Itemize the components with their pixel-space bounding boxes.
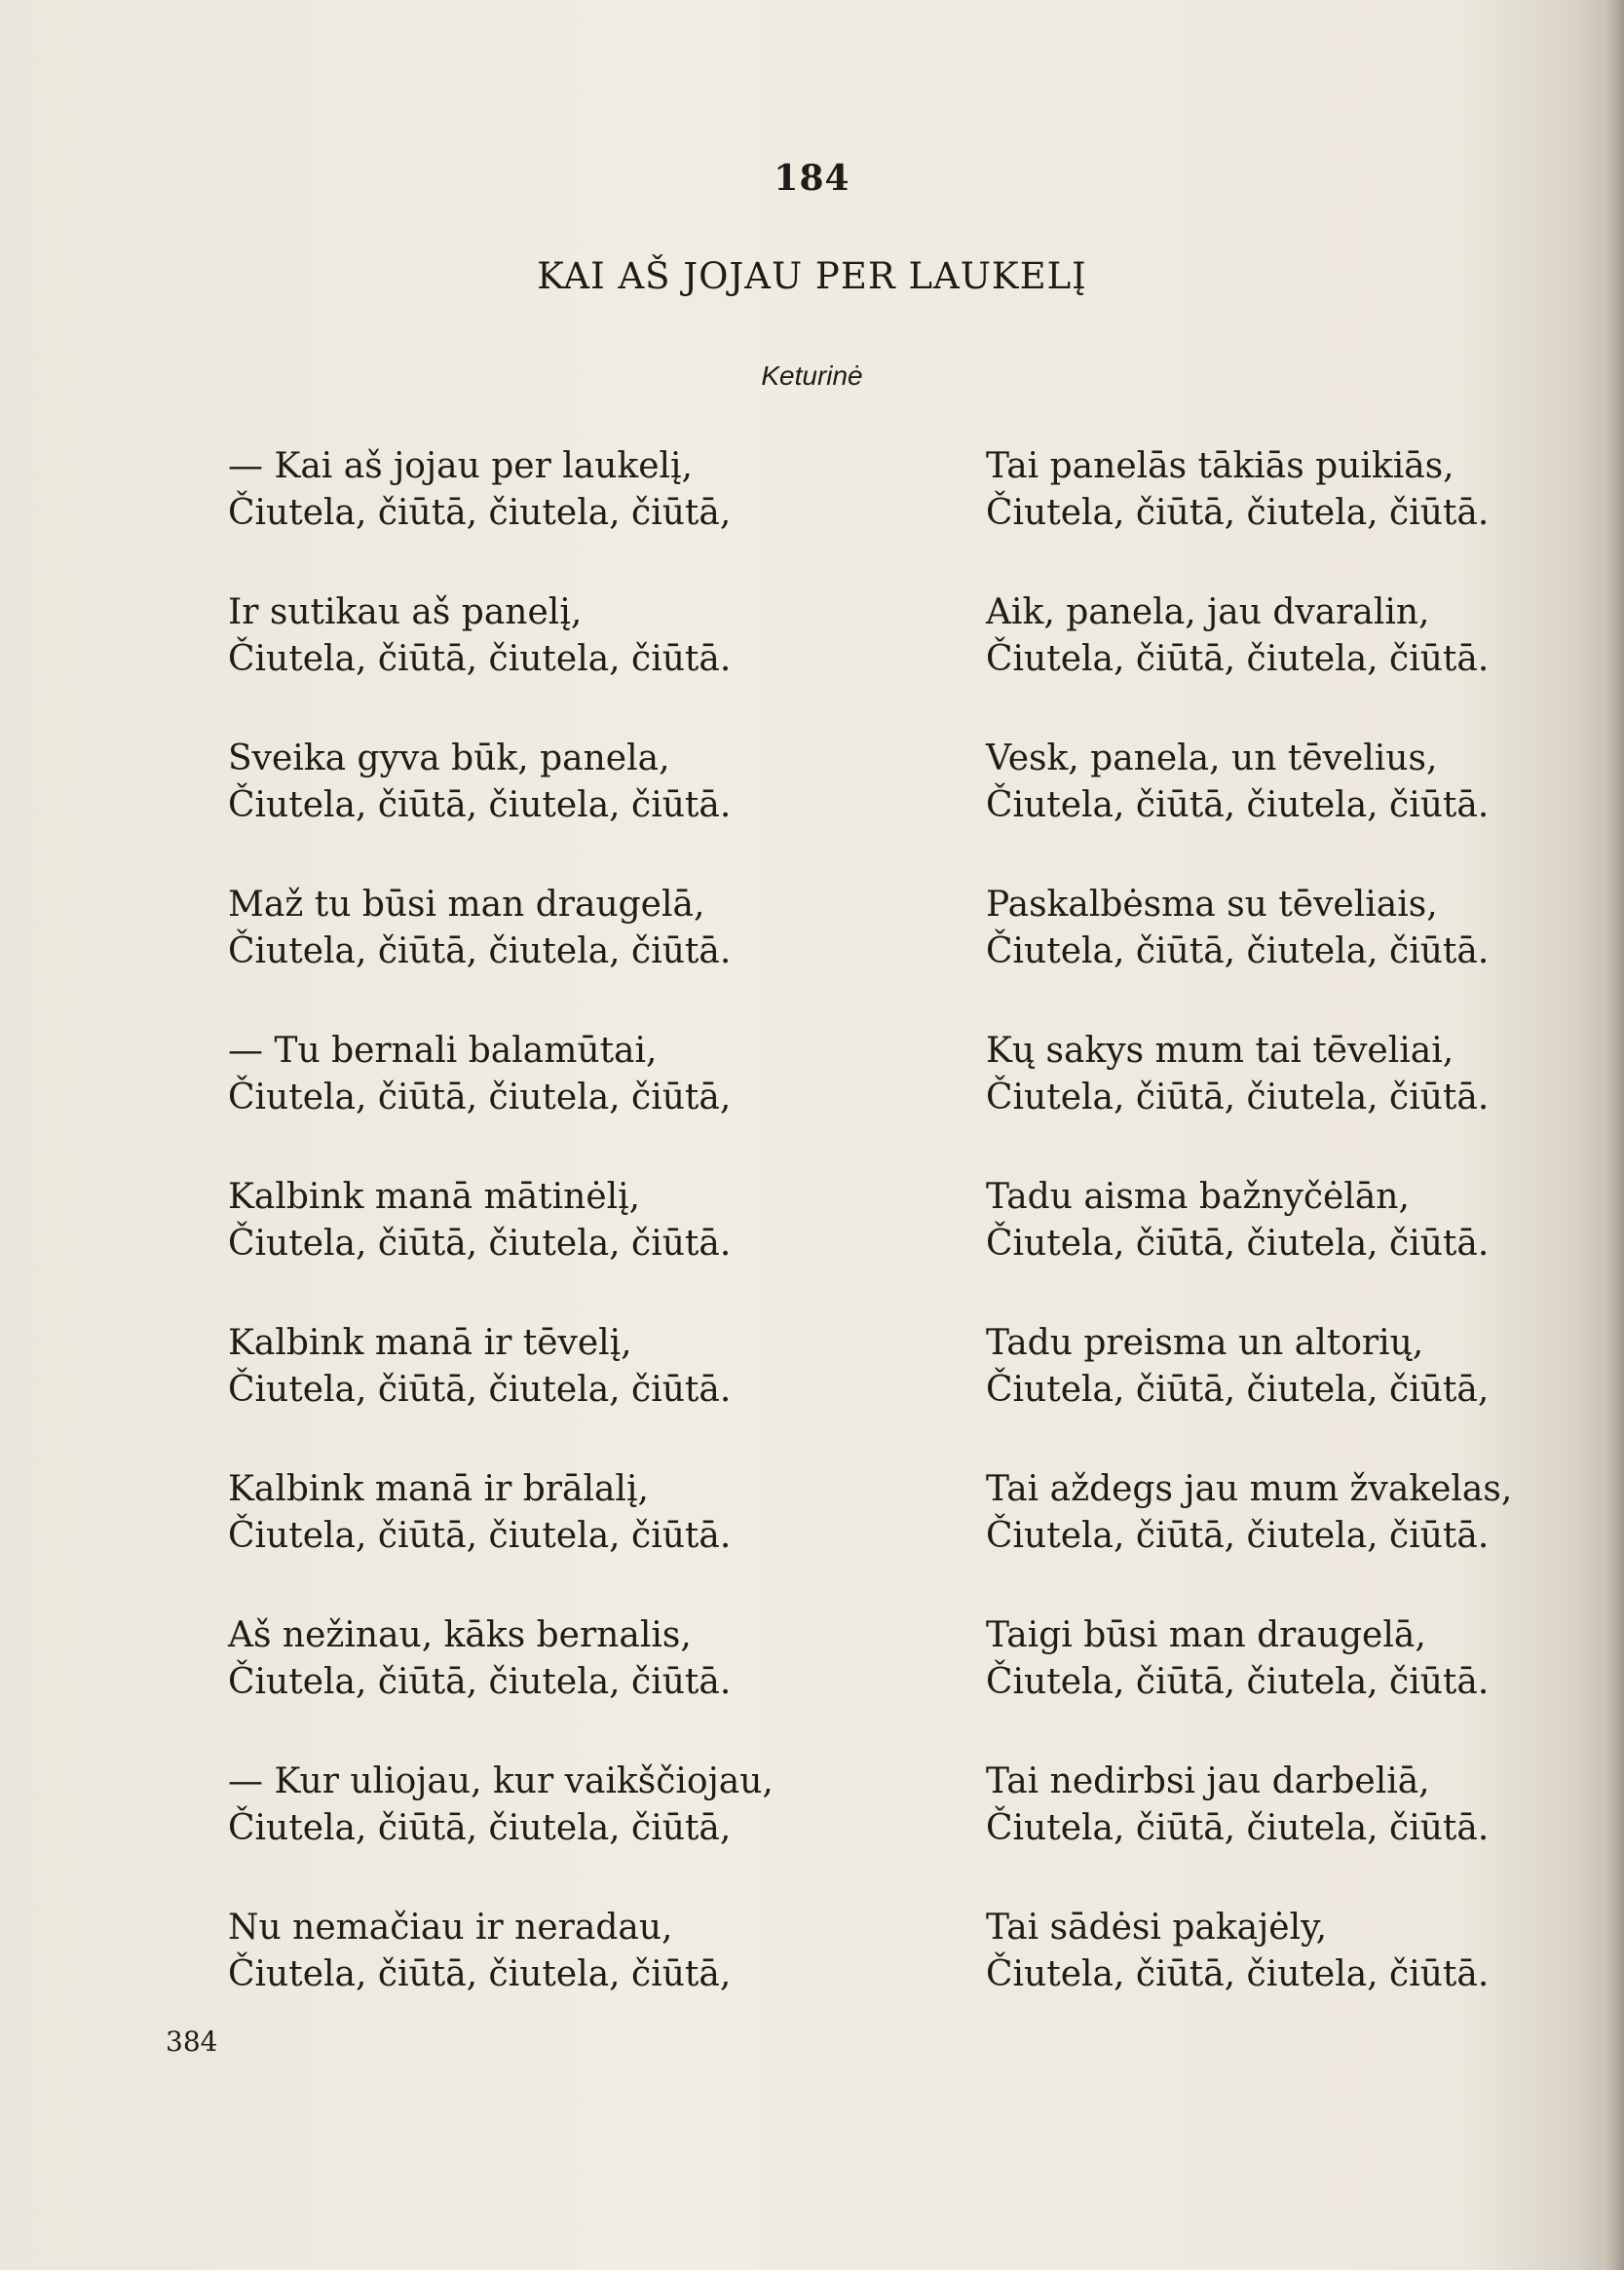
stanza	[986, 443, 1624, 589]
refrain-line: Čiutela, čiūtā, čiutela, čiūtā,	[228, 1078, 732, 1117]
stanza	[228, 1905, 929, 2051]
refrain-line: Čiutela, čiūtā, čiutela, čiūtā.	[986, 639, 1490, 679]
verse-line: Kų sakys mum tai tēveliai,	[986, 1031, 1454, 1071]
refrain-line: Čiutela, čiūtā, čiutela, čiūtā.	[228, 785, 732, 825]
stanza	[228, 1028, 929, 1174]
verse-line: Aš nežinau, kāks bernalis,	[228, 1615, 692, 1655]
verse-line: Tai aždegs jau mum žvakelas,	[986, 1469, 1513, 1509]
refrain-line: Čiutela, čiūtā, čiutela, čiūtā.	[986, 1078, 1490, 1117]
stanza	[228, 736, 929, 882]
stanza	[228, 1759, 929, 1905]
stanza	[228, 1612, 929, 1759]
verse-line: Sveika gyva būk, panela,	[228, 738, 670, 778]
refrain-line: Čiutela, čiūtā, čiutela, čiūtā.	[986, 785, 1490, 825]
refrain-line: Čiutela, čiūtā, čiutela, čiūtā,	[228, 1808, 732, 1848]
verse-line: Tadu aisma bažnyčėlān,	[986, 1177, 1410, 1217]
song-title: KAI AŠ JOJAU PER LAUKELĮ	[537, 255, 1087, 297]
refrain-line: Čiutela, čiūtā, čiutela, čiūtā.	[986, 1954, 1490, 1994]
verse-line: Tai nedirbsi jau darbeliā,	[986, 1761, 1430, 1801]
refrain-line: Čiutela, čiūtā, čiutela, čiūtā.	[986, 1808, 1490, 1848]
stanza	[986, 1612, 1624, 1759]
refrain-line: Čiutela, čiūtā, čiutela, čiūtā,	[986, 1370, 1490, 1410]
verse-line: Tai sādėsi pakajėly,	[986, 1908, 1328, 1948]
refrain-line: Čiutela, čiūtā, čiutela, čiūtā.	[228, 931, 732, 971]
refrain-line: Čiutela, čiūtā, čiutela, čiūtā.	[986, 931, 1490, 971]
refrain-line: Čiutela, čiūtā, čiutela, čiūtā.	[986, 1516, 1490, 1556]
refrain-line: Čiutela, čiūtā, čiutela, čiūtā,	[228, 1954, 732, 1994]
refrain-line: Čiutela, čiūtā, čiutela, čiūtā.	[228, 1224, 732, 1264]
footer-page-number: 384	[166, 2025, 218, 2058]
refrain-line: Čiutela, čiūtā, čiutela, čiūtā.	[228, 639, 732, 679]
refrain-line: Čiutela, čiūtā, čiutela, čiūtā,	[228, 493, 732, 533]
verse-line: Aik, panela, jau dvaralin,	[986, 592, 1430, 632]
stanza	[986, 1174, 1624, 1320]
verse-line: — Tu bernali balamūtai,	[228, 1031, 658, 1071]
verse-line: Vesk, panela, un tēvelius,	[986, 738, 1438, 778]
stanza	[228, 443, 929, 589]
refrain-line: Čiutela, čiūtā, čiutela, čiūtā.	[986, 1662, 1490, 1702]
stanza	[986, 736, 1624, 882]
refrain-line: Čiutela, čiūtā, čiutela, čiūtā.	[228, 1516, 732, 1556]
stanza	[986, 589, 1624, 736]
verse-line: Kalbink manā mātinėlį,	[228, 1177, 641, 1217]
verse-line: Nu nemačiau ir neradau,	[228, 1908, 673, 1948]
stanza	[228, 1320, 929, 1466]
verse-line: Paskalbėsma su tēveliais,	[986, 885, 1438, 925]
stanza	[986, 1028, 1624, 1174]
stanza	[228, 1466, 929, 1612]
stanza	[986, 882, 1624, 1028]
refrain-line: Čiutela, čiūtā, čiutela, čiūtā.	[986, 1224, 1490, 1264]
stanza	[986, 1320, 1624, 1466]
stanza	[986, 1905, 1624, 2051]
page-number: 184	[774, 158, 850, 199]
verse-line: Ir sutikau aš panelį,	[228, 592, 583, 632]
right-column	[986, 443, 1624, 2051]
stanza	[228, 882, 929, 1028]
stanza	[228, 1174, 929, 1320]
left-column	[228, 443, 929, 2051]
verse-line: Kalbink manā ir tēvelį,	[228, 1323, 632, 1363]
stanza	[986, 1466, 1624, 1612]
stanza	[228, 589, 929, 736]
song-subtitle: Keturinė	[761, 360, 863, 391]
verse-line: — Kur uliojau, kur vaikščiojau,	[228, 1761, 774, 1801]
verse-line: Kalbink manā ir brālalį,	[228, 1469, 649, 1509]
verse-line: Tai panelās tākiās puikiās,	[986, 446, 1454, 486]
refrain-line: Čiutela, čiūtā, čiutela, čiūtā.	[986, 493, 1490, 533]
refrain-line: Čiutela, čiūtā, čiutela, čiūtā.	[228, 1662, 732, 1702]
verse-line: Maž tu būsi man draugelā,	[228, 885, 705, 925]
verse-line: — Kai aš jojau per laukelį,	[228, 446, 693, 486]
verse-line: Tadu preisma un altorių,	[986, 1323, 1424, 1363]
refrain-line: Čiutela, čiūtā, čiutela, čiūtā.	[228, 1370, 732, 1410]
verse-line: Taigi būsi man draugelā,	[986, 1615, 1426, 1655]
stanza	[986, 1759, 1624, 1905]
